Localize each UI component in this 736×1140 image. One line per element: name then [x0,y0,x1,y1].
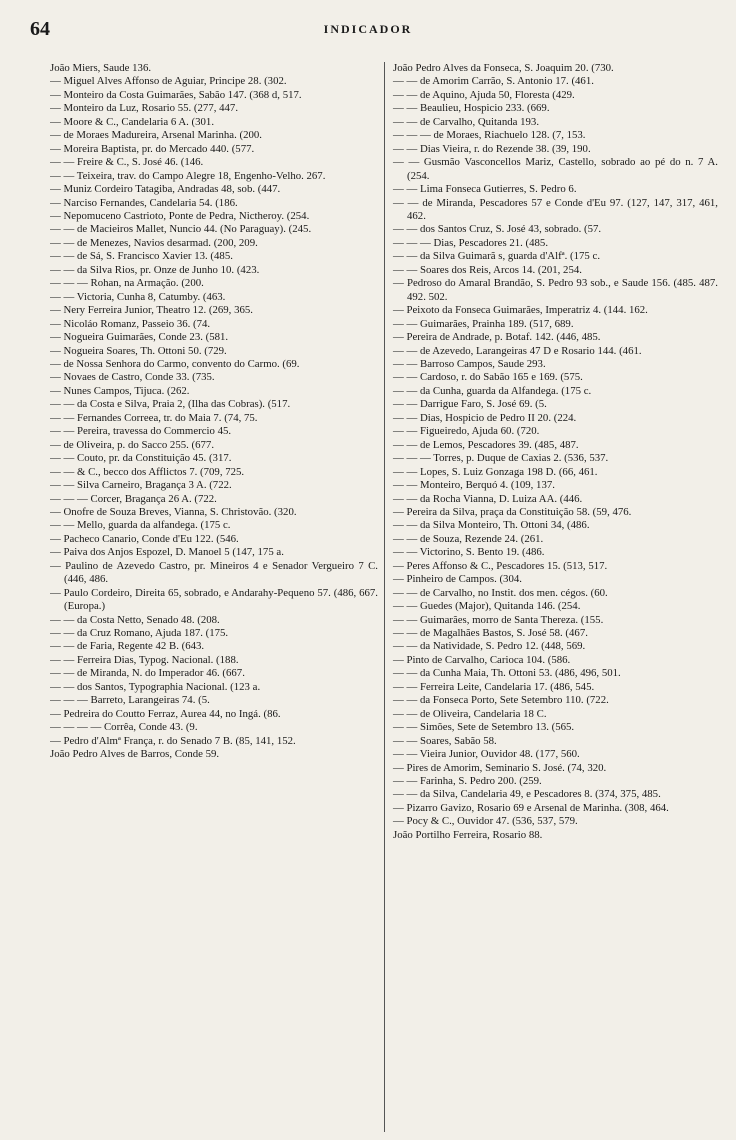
directory-entry: — Pacheco Canario, Conde d'Eu 122. (546. [50,532,239,545]
directory-entry: — — da Natividade, S. Pedro 12. (448, 569. [393,640,586,653]
directory-entry: — Narciso Fernandes, Candelaria 54. (186. [50,196,238,209]
directory-entry: — Pires de Amorim, Seminario S. José. (74, 320. [393,761,607,774]
directory-columns [50,62,718,1132]
directory-entry: — Pedreira do Coutto Ferraz, Aurea 44, no Ingá. (86. [50,707,281,720]
directory-entry: — — da Costa e Silva, Praia 2, (Ilha das Cobras). (517. [50,398,291,411]
directory-entry: — — — Dias, Pescadores 21. (485. [393,236,549,249]
directory-entry: — Pedro d'Almª França, r. do Senado 7 B. (85, 141, 152. [50,734,296,747]
running-title: INDICADOR [323,21,413,36]
directory-entry: — — Ferreira Dias, Typog. Nacional. (188. [50,653,239,666]
directory-entry: — — — Barreto, Larangeiras 74. (5. [50,694,210,707]
directory-entry: — — — Rohan, na Armação. (200. [50,277,204,290]
directory-entry: — Nunes Campos, Tijuca. (262. [50,384,190,397]
directory-entry: — — de Souza, Rezende 24. (261. [393,532,544,545]
directory-entry: — Onofre de Souza Breves, Vianna, S. Christovão. (320. [50,505,297,518]
directory-entry: — Paiva dos Anjos Espozel, D. Manoel 5 (147, 175 a. [50,546,284,559]
directory-entry: — — da Cunha, guarda da Alfandega. (175 c. [393,384,592,397]
directory-entry: — — de Lemos, Pescadores 39. (485, 487. [393,438,579,451]
right-column [384,62,718,1132]
directory-entry: — — Dias Vieira, r. do Rezende 38. (39, 190. [393,142,591,155]
directory-entry: — — Ferreira Leite, Candelaria 17. (486, 545. [393,680,595,693]
directory-entry: — — Victoria, Cunha 8, Catumby. (463. [50,290,226,303]
directory-entry: — — Dias, Hospicio de Pedro II 20. (224. [393,411,577,424]
directory-entry: — — Guimarães, Prainha 189. (517, 689. [393,317,574,330]
directory-entry: — Nery Ferreira Junior, Theatro 12. (269, 365. [50,304,253,317]
directory-entry: — — de Menezes, Navios desarmad. (200, 209. [50,236,258,249]
directory-entry: — — da Cruz Romano, Ajuda 187. (175. [50,627,229,640]
directory-entry: — — Vieira Junior, Ouvidor 48. (177, 560. [393,748,580,761]
directory-entry: — — de Miranda, N. do Imperador 46. (667. [50,667,245,680]
directory-entry: João Pedro Alves de Barros, Conde 59. [50,748,220,761]
directory-entry: João Miers, Saude 136. [50,62,152,74]
directory-entry: — — Soares, Sabão 58. [393,734,497,747]
directory-entry: — — de Aquino, Ajuda 50, Floresta (429. [393,88,575,101]
directory-entry: — — dos Santos Cruz, S. José 43, sobrado. (57. [393,223,602,236]
directory-entry: — — Guedes (Major), Quitanda 146. (254. [393,600,581,613]
directory-entry: — Nepomuceno Castrioto, Ponte de Pedra, Nictheroy. (254. [50,209,310,222]
directory-entry: — — — de Moraes, Riachuelo 128. (7, 153. [393,129,586,142]
directory-entry: — — de Faria, Regente 42 B. (643. [50,640,205,653]
directory-entry: — — Couto, pr. da Constituição 45. (317. [50,452,232,465]
directory-entry: — — Simões, Sete de Setembro 13. (565. [393,721,575,734]
directory-entry: — Moore & C., Candelaria 6 A. (301. [50,115,215,128]
directory-entry: — de Oliveira, p. do Sacco 255. (677. [50,438,215,451]
directory-entry: — Nogueira Soares, Th. Ottoni 50. (729. [50,344,227,357]
directory-entry: — — de Sá, S. Francisco Xavier 13. (485. [50,250,233,263]
directory-entry: — Pocy & C., Ouvidor 47. (536, 537, 579. [393,815,578,828]
directory-entry: — Pinto de Carvalho, Carioca 104. (586. [393,653,571,666]
directory-entry: — Pedroso do Amaral Brandão, S. Pedro 93 sob., e Saude 156. (485. 487. 492. 502. [393,277,718,303]
directory-entry: — Monteiro da Luz, Rosario 55. (277, 447. [50,102,239,115]
directory-entry: — Pereira da Silva, praça da Constituição 58. (59, 476. [393,505,632,518]
directory-entry: — — da Silva, Candelaria 49, e Pescadores 8. (374, 375, 485. [393,788,661,801]
directory-entry: — — Gusmão Vasconcellos Mariz, Castello, sobrado ao pé do n. 7 A. (254. [393,156,718,182]
directory-entry: — — da Silva Guimarã s, guarda d'Alfª. (175 c. [393,250,601,263]
directory-entry: — — Cardoso, r. do Sabão 165 e 169. (575. [393,371,583,384]
directory-entry: João Portilho Ferreira, Rosario 88. [393,828,543,841]
directory-entry: — de Nossa Senhora do Carmo, convento do Carmo. (69. [50,357,300,370]
directory-entry: — Nicoláo Romanz, Passeio 36. (74. [50,317,211,330]
directory-entry: — — de Oliveira, Candelaria 18 C. [393,707,547,720]
directory-entry: — — Monteiro, Berquó 4. (109, 137. [393,479,555,492]
directory-entry: — Moreira Baptista, pr. do Mercado 440. (577. [50,142,255,155]
directory-entry: — — dos Santos, Typographia Nacional. (123 a. [50,680,261,693]
directory-entry: — — Mello, guarda da alfandega. (175 c. [50,519,231,532]
directory-entry: — — de Magalhães Bastos, S. José 58. (467. [393,627,588,640]
directory-entry: — — da Silva Monteiro, Th. Ottoni 34, (486. [393,519,590,532]
directory-entry: — — Fernandes Correea, tr. do Maia 7. (74, 75. [50,411,258,424]
directory-entry: — — de Amorim Carrão, S. Antonio 17. (461. [393,75,594,88]
directory-entry: — — & C., becco dos Afflictos 7. (709, 725. [50,465,245,478]
directory-entry: — — Lopes, S. Luiz Gonzaga 198 D. (66, 461. [393,465,598,478]
directory-entry: — — — — Corrêa, Conde 43. (9. [50,721,198,734]
page-header [30,14,706,44]
directory-entry: — Paulino de Azevedo Castro, pr. Mineiros 4 e Senador Vergueiro 7 C. (446, 486. [50,559,378,586]
directory-entry: — Novaes de Castro, Conde 33. (735. [50,371,215,384]
directory-entry: — — Guimarães, morro de Santa Thereza. (155. [393,613,604,626]
page-number: 64 [30,18,50,40]
directory-entry: — — Farinha, S. Pedro 200. (259. [393,775,542,788]
directory-entry: — — Pereira, travessa do Commercio 45. [50,425,232,438]
directory-entry: — Paulo Cordeiro, Direita 65, sobrado, e Andarahy-Pequeno 57. (486, 667. (Europa.) [50,586,378,613]
directory-entry: — Peres Affonso & C., Pescadores 15. (513, 517. [393,559,608,572]
directory-entry: — — de Miranda, Pescadores 57 e Conde d'Eu 97. (127, 147, 317, 461, 462. [393,196,718,222]
directory-entry: — Pizarro Gavizo, Rosario 69 e Arsenal de Marinha. (308, 464. [393,801,669,814]
directory-entry: — — Soares dos Reis, Arcos 14. (201, 254. [393,263,582,276]
left-column [50,62,384,1132]
directory-entry: — — — Corcer, Bragança 26 A. (722. [50,492,217,505]
directory-entry: — de Moraes Madureira, Arsenal Marinha. (200. [50,129,262,142]
directory-entry: — — Beaulieu, Hospicio 233. (669. [393,102,550,115]
directory-entry: — Muniz Cordeiro Tatagiba, Andradas 48, sob. (447. [50,183,281,196]
directory-entry: — — Victorino, S. Bento 19. (486. [393,546,545,559]
directory-entry: — — de Carvalho, Quitanda 193. [393,115,540,128]
directory-entry: — — Silva Carneiro, Bragança 3 A. (722. [50,479,232,492]
directory-entry: — — da Fonseca Porto, Sete Setembro 110. (722. [393,694,609,707]
directory-entry: — — Freire & C., S. José 46. (146. [50,156,204,169]
directory-entry: — — Barroso Campos, Saude 293. [393,357,546,370]
directory-entry: — Pinheiro de Campos. (304. [393,573,522,586]
directory-entry: — Pereira de Andrade, p. Botaf. 142. (446, 485. [393,331,601,344]
directory-entry: — — da Rocha Vianna, D. Luiza AA. (446. [393,492,583,505]
directory-entry: — — de Macieiros Mallet, Nuncio 44. (No Paraguay). (245. [50,223,312,236]
directory-entry: — Peixoto da Fonseca Guimarães, Imperatriz 4. (144. 162. [393,304,648,317]
directory-entry: João Pedro Alves da Fonseca, S. Joaquim 20. (730. [393,62,614,74]
directory-entry: — — da Cunha Maia, Th. Ottoni 53. (486, 496, 501. [393,667,621,680]
directory-entry: — Nogueira Guimarães, Conde 23. (581. [50,331,229,344]
directory-entry: — Miguel Alves Affonso de Aguiar, Principe 28. (302. [50,75,287,88]
directory-entry: — Monteiro da Costa Guimarães, Sabão 147. (368 d, 517. [50,88,302,101]
directory-entry: — — Teixeira, trav. do Campo Alegre 18, Engenho-Velho. 267. [50,169,326,182]
directory-entry: — — de Carvalho, no Instit. dos men. cégos. (60. [393,586,608,599]
directory-entry: — — Figueiredo, Ajuda 60. (720. [393,425,540,438]
directory-entry: — — Darrigue Faro, S. José 69. (5. [393,398,547,411]
directory-entry: — — Lima Fonseca Gutierres, S. Pedro 6. [393,183,577,196]
directory-entry: — — da Costa Netto, Senado 48. (208. [50,613,220,626]
directory-entry: — — da Silva Rios, pr. Onze de Junho 10. (423. [50,263,260,276]
directory-entry: — — — Torres, p. Duque de Caxias 2. (536, 537. [393,452,609,465]
directory-entry: — — de Azevedo, Larangeiras 47 D e Rosario 144. (461. [393,344,642,357]
